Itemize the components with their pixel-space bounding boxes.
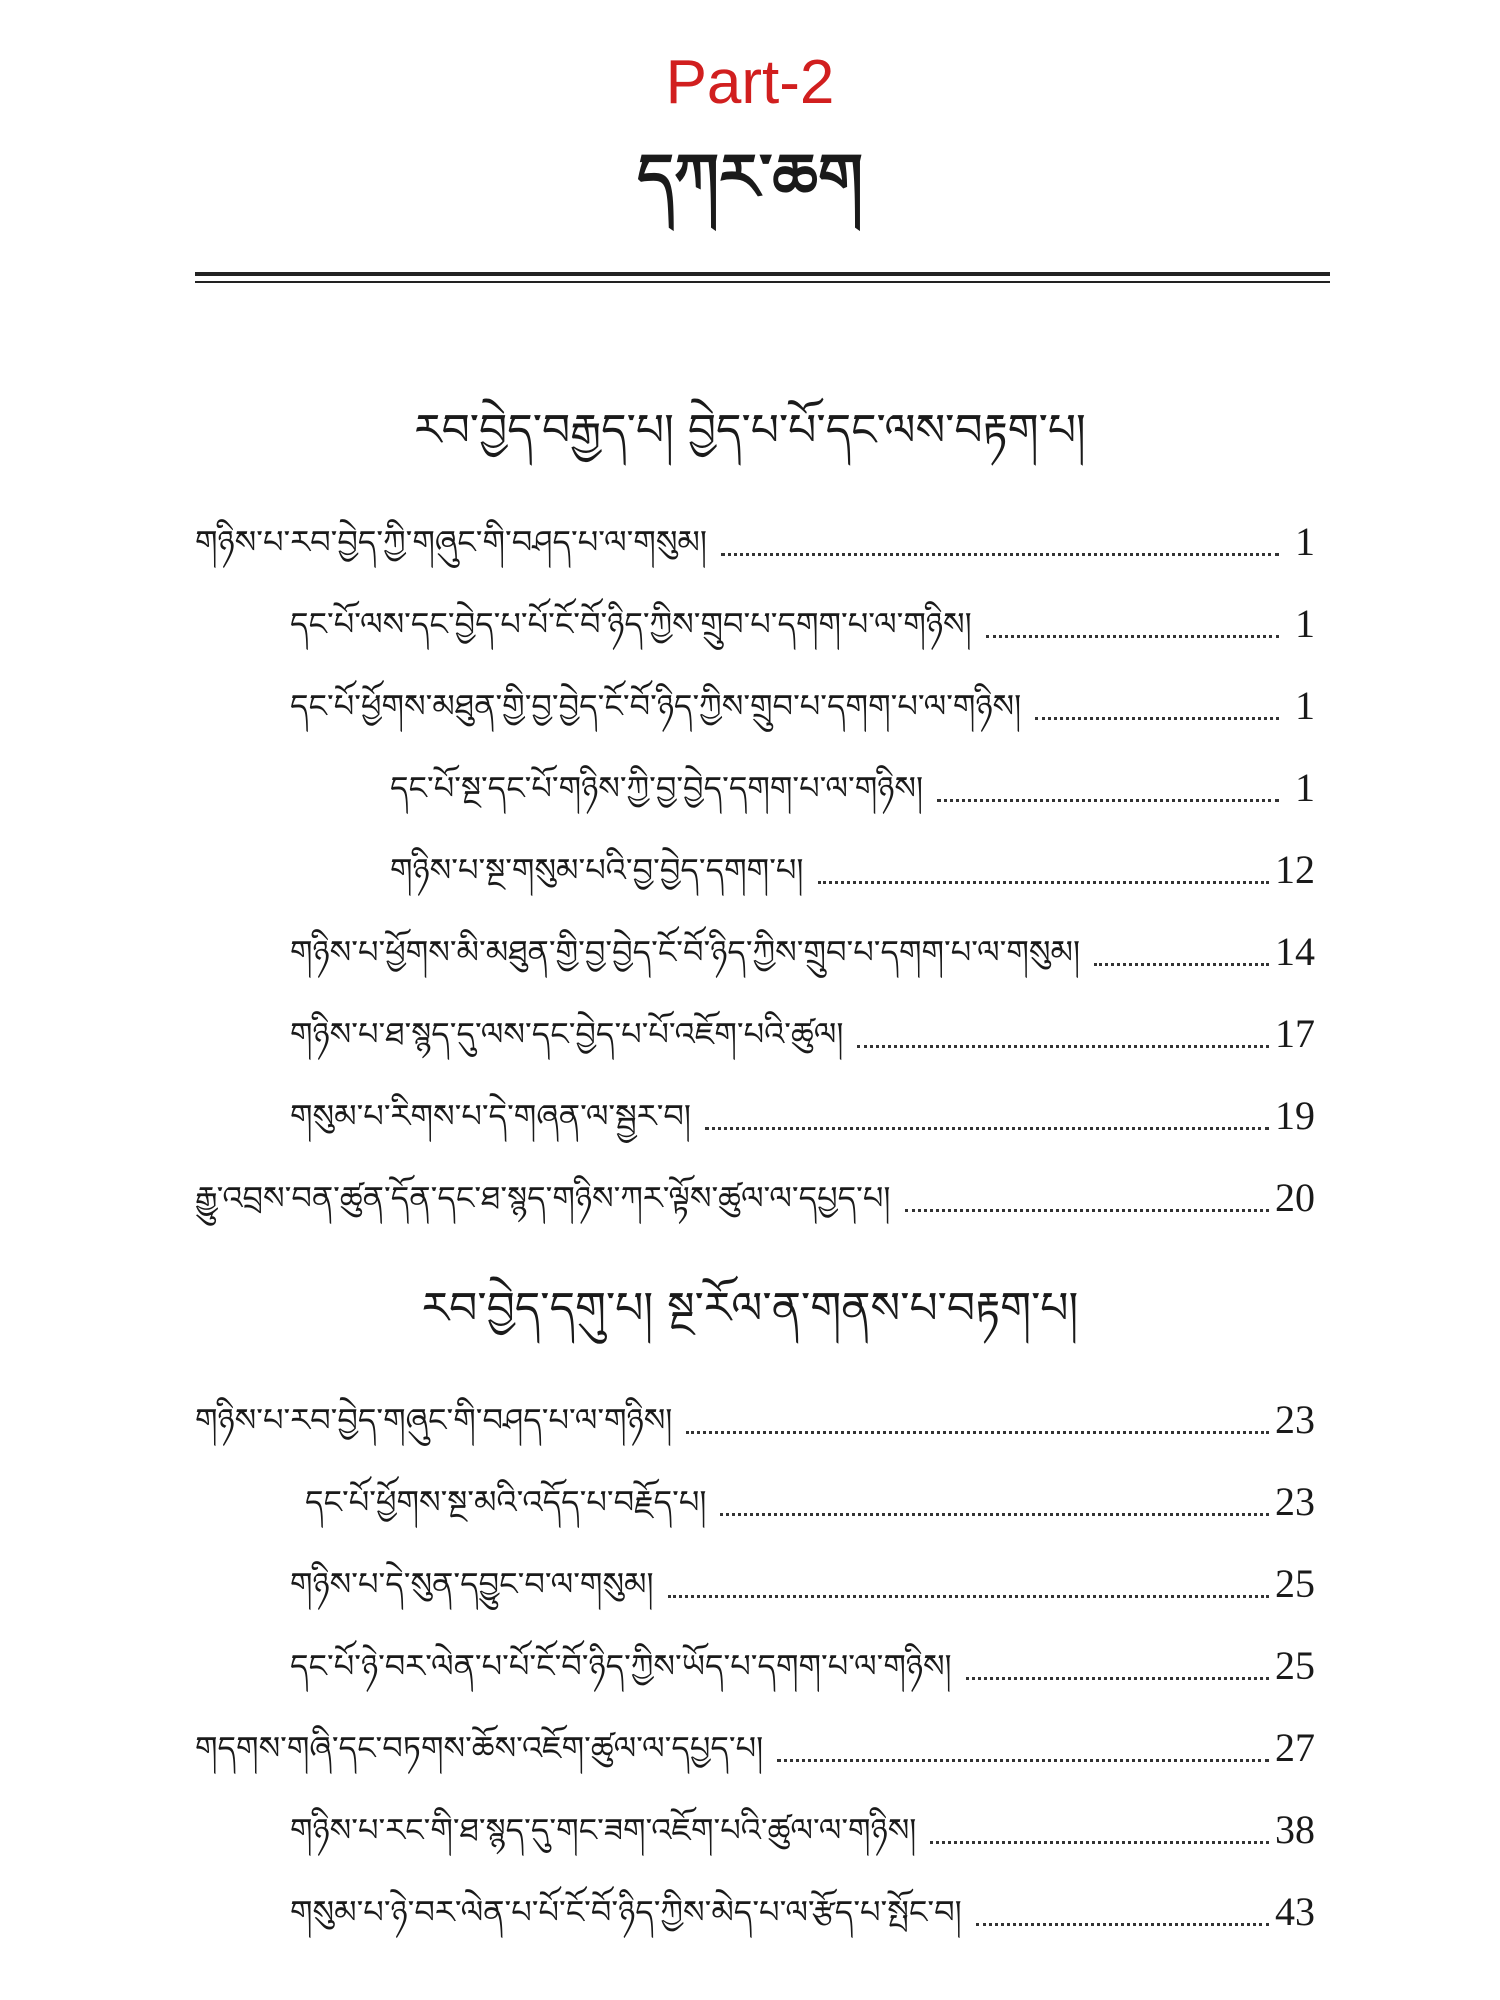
toc-page-number: 27 [1275,1725,1315,1770]
toc-entry[interactable] [290,1006,1315,1062]
dot-leader [668,1595,1269,1598]
toc-entry-title: དང་པོ་སྔ་དང་པོ་གཉིས་ཀྱི་བྱ་བྱེད་དགག་པ་ལ་གཉིས། [390,769,924,807]
toc-entry-title: གཉིས་པ་རབ་བྱེད་ཀྱི་གཞུང་གི་བཤད་པ་ལ་གསུམ། [195,523,708,561]
chapter-heading: རབ་བྱེད་བརྒྱད་པ། བྱེད་པ་པོ་དང་ལས་བརྟག་པ། [414,405,1086,456]
toc-page-number: 14 [1275,929,1315,974]
dot-leader [1035,717,1279,720]
toc-page-number: 23 [1275,1397,1315,1442]
toc-entry[interactable] [195,1170,1315,1226]
toc-entry-title: དང་པོ་ཕྱོགས་མཐུན་གྱི་བྱ་བྱེད་ངོ་བོ་ཉིད་ཀྱིས་གྲུབ་པ་དགག་པ་ལ་གཉིས། [290,687,1022,725]
toc-entry-title: གཉིས་པ་རབ་བྱེད་གཞུང་གི་བཤད་པ་ལ་གཉིས། [195,1401,673,1439]
toc-entry-title: རྒྱུ་འབྲས་བན་ཚུན་དོན་དང་ཐ་སྙད་གཉིས་ཀར་ལྟོས་ཚུལ་ལ་དཔྱད་པ། [195,1179,891,1217]
toc-page-number: 17 [1275,1011,1315,1056]
toc-entry-title: གདགས་གཞི་དང་བཏགས་ཆོས་འཇོག་ཚུལ་ལ་དཔྱད་པ། [195,1729,764,1767]
dot-leader [1094,963,1269,966]
toc-entry-title: གསུམ་པ་རིགས་པ་དེ་གཞན་ལ་སྦྱར་བ། [290,1097,692,1135]
toc-page-number: 23 [1275,1479,1315,1524]
toc-entry[interactable] [195,1392,1315,1448]
toc-page-number: 43 [1275,1889,1315,1934]
title-rule-thick [195,272,1330,276]
toc-entry[interactable] [290,1088,1315,1144]
dot-leader [905,1209,1269,1212]
toc-entry[interactable] [290,1802,1315,1858]
dot-leader [720,1513,1269,1516]
dot-leader [705,1127,1269,1130]
toc-entry[interactable] [290,1884,1315,1940]
chapter-heading: རབ་བྱེད་དགུ་པ། སྔ་རོལ་ན་གནས་པ་བརྟག་པ། [421,1283,1079,1334]
toc-page-number: 19 [1275,1093,1315,1138]
dot-leader [986,635,1279,638]
toc-entry-title: གཉིས་པ་དེ་སུན་དབྱུང་བ་ལ་གསུམ། [290,1565,654,1603]
toc-page-number: 12 [1275,847,1315,892]
toc-entry[interactable] [195,514,1315,570]
toc-entry[interactable] [390,760,1315,816]
toc-entry-title: གཉིས་པ་སྔ་གསུམ་པའི་བྱ་བྱེད་དགག་པ། [390,851,804,889]
title-rule-thin [195,281,1330,283]
toc-page-number: 25 [1275,1561,1315,1606]
toc-page-number: 1 [1295,601,1315,646]
dot-leader [930,1841,1269,1844]
dot-leader [777,1759,1269,1762]
dot-leader [937,799,1279,802]
toc-page-number: 25 [1275,1643,1315,1688]
toc-entry-title: དང་པོ་ཕྱོགས་སྔ་མའི་འདོད་པ་བརྗོད་པ། [305,1483,707,1521]
toc-entry-title: གསུམ་པ་ཉེ་བར་ལེན་པ་པོ་ངོ་བོ་ཉིད་ཀྱིས་མེད་པ་ལ་རྩོད་པ་སྤོང་བ། [290,1893,962,1931]
toc-entry[interactable] [305,1474,1315,1530]
toc-entry[interactable] [390,842,1315,898]
dot-leader [721,553,1279,556]
toc-entry[interactable] [290,1638,1315,1694]
toc-title: དཀར་ཆག [636,140,864,215]
toc-entry-title: གཉིས་པ་རང་གི་ཐ་སྙད་དུ་གང་ཟག་འཇོག་པའི་ཚུལ་ལ་གཉིས། [290,1811,917,1849]
toc-page-number: 20 [1275,1175,1315,1220]
dot-leader [976,1923,1269,1926]
toc-entry-title: གཉིས་པ་ཐ་སྙད་དུ་ལས་དང་བྱེད་པ་པོ་འཇོག་པའི་ཚུལ། [290,1015,844,1053]
dot-leader [966,1677,1269,1680]
toc-entry-title: དང་པོ་ཉེ་བར་ལེན་པ་པོ་ངོ་བོ་ཉིད་ཀྱིས་ཡོད་པ་དགག་པ་ལ་གཉིས། [290,1647,952,1685]
toc-entry[interactable] [195,1720,1315,1776]
toc-page-number: 1 [1295,765,1315,810]
toc-entry[interactable] [290,1556,1315,1612]
toc-entry[interactable] [290,596,1315,652]
toc-entry-title: དང་པོ་ལས་དང་བྱེད་པ་པོ་ངོ་བོ་ཉིད་ཀྱིས་གྲུབ་པ་དགག་པ་ལ་གཉིས། [290,605,972,643]
dot-leader [686,1431,1269,1434]
toc-page-number: 1 [1295,519,1315,564]
toc-entry[interactable] [290,924,1315,980]
toc-page-number: 38 [1275,1807,1315,1852]
dot-leader [857,1045,1269,1048]
part-label: Part-2 [665,48,835,117]
toc-page-number: 1 [1295,683,1315,728]
toc-entry[interactable] [290,678,1315,734]
toc-entry-title: གཉིས་པ་ཕྱོགས་མི་མཐུན་གྱི་བྱ་བྱེད་ངོ་བོ་ཉིད་ཀྱིས་གྲུབ་པ་དགག་པ་ལ་གསུམ། [290,933,1081,971]
dot-leader [818,881,1269,884]
